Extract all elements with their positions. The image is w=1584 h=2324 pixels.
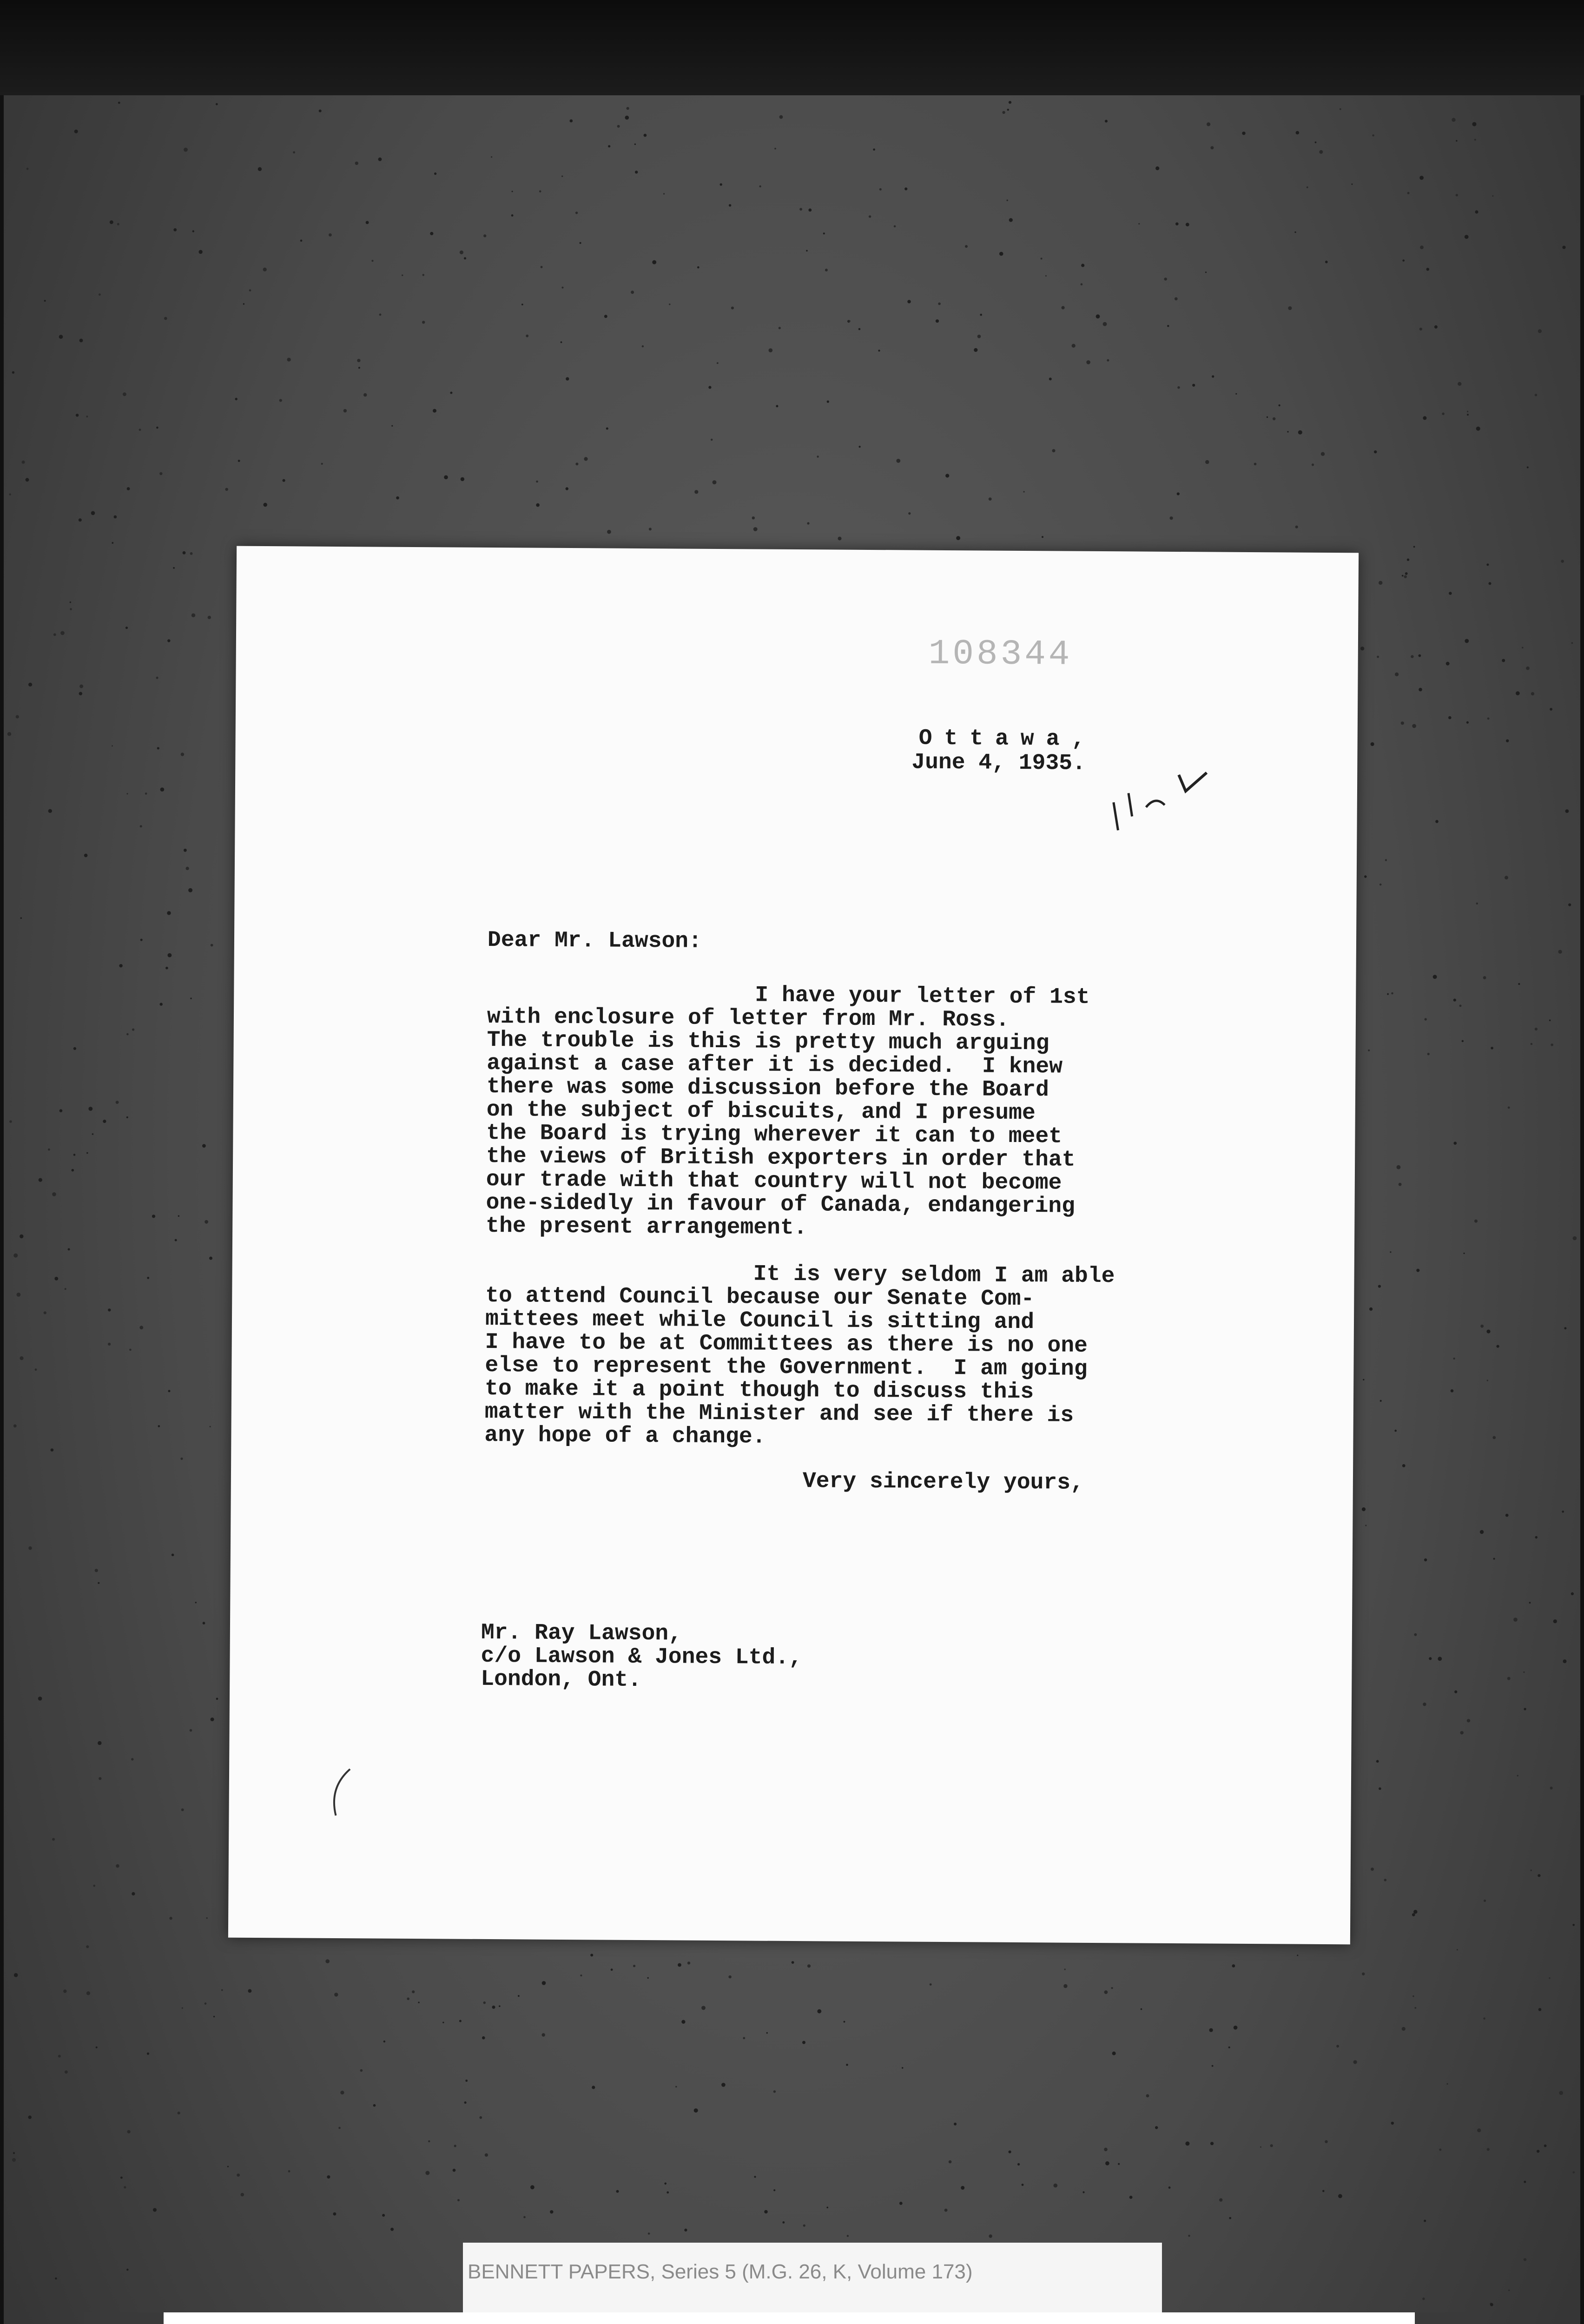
- series-reference: BENNETT PAPERS, Series 5 (M.G. 26, K, Volume 173): [468, 2260, 973, 2283]
- pencil-annotation-marks: [1099, 746, 1221, 840]
- letter-date: June 4, 1935.: [911, 750, 1086, 776]
- typed-letter: [228, 546, 1359, 1945]
- letter-body: I have your letter of 1st with enclosure of letter from Mr. Ross. The trouble is this is pretty much arguing against a case after it is decided. I knew there was some discussion before the Board on the subject of biscuits, and I presume the Board is trying wherever it can to meet the views of British exporters in order that our trade with that country will not become one-sidedly in favour of Canada, endangering the present arrangement. It is very seldom I am able to attend Council because our Senate Com- mittees meet while Council is sitting and I have to be at Committees as there is no one else to represent the Government. I am going to make it a point though to discuss this matter with the Minister and see if there is any hope of a change.: [484, 981, 1115, 1450]
- film-edge-left: [84, 2312, 164, 2324]
- pencil-bracket-mark: [322, 1764, 359, 1820]
- document-stamp-number: 108344: [928, 634, 1073, 675]
- film-edge-right: [1415, 2312, 1471, 2324]
- letter-city: Ottawa,: [918, 726, 1097, 752]
- letter-salutation: Dear Mr. Lawson:: [487, 927, 702, 954]
- series-label-tab: [463, 2243, 1162, 2317]
- archives-card: [164, 2312, 1415, 2324]
- letter-closing: Very sincerely yours,: [802, 1469, 1084, 1496]
- letter-recipient-address: Mr. Ray Lawson, c/o Lawson & Jones Ltd., London, Ont.: [481, 1620, 803, 1693]
